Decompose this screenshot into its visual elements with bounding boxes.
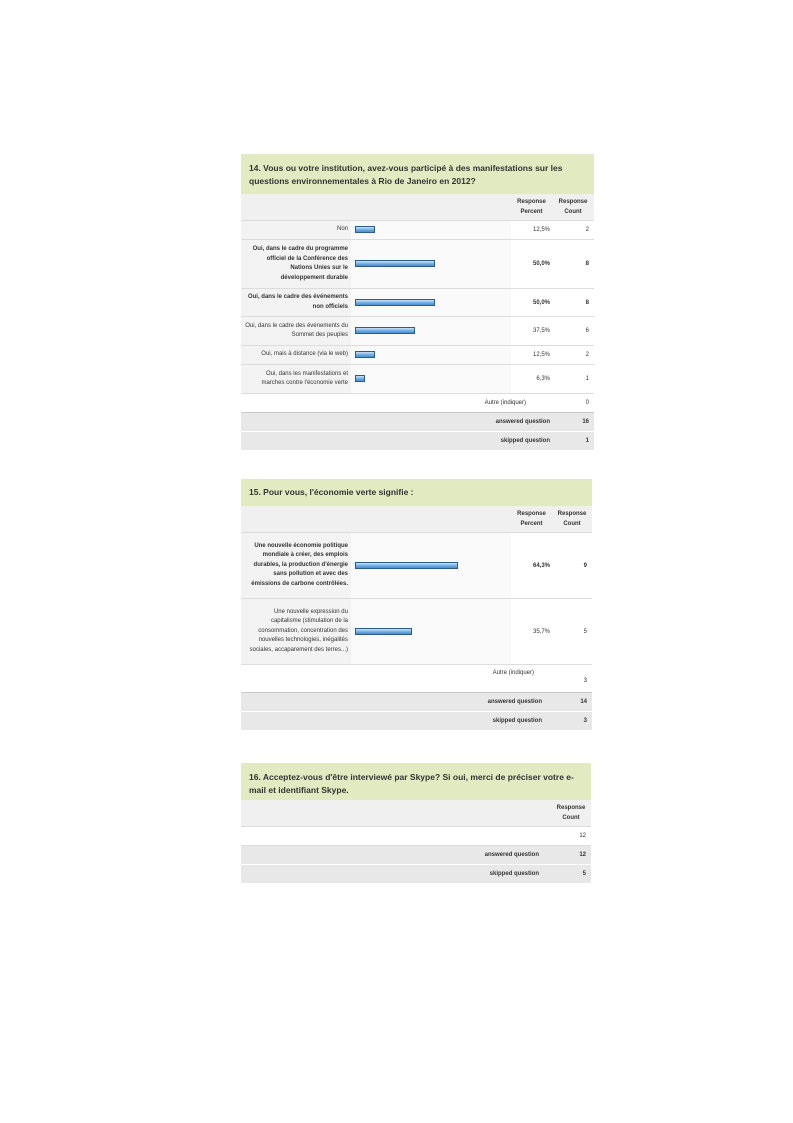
question-14-header bbox=[241, 194, 594, 221]
header-count: Response bbox=[557, 511, 587, 517]
answer-row bbox=[241, 240, 594, 289]
answer-label: Oui, dans le cadre du programme officiel de la Conférence des Nations Unies sur le développement durable bbox=[252, 246, 348, 281]
skipped-count: 1 bbox=[585, 438, 589, 444]
answer-bar bbox=[355, 375, 365, 382]
answer-percent: 50,0% bbox=[532, 299, 550, 306]
header-percent-2: Percent bbox=[520, 209, 543, 215]
answer-label: Oui, mais à distance (via le web) bbox=[261, 351, 348, 358]
answer-label: Oui, dans le cadre des événements du Sommet des peuples bbox=[245, 322, 348, 338]
skipped-count: 3 bbox=[583, 718, 587, 724]
question-16-title: 16. Acceptez-vous d'être interviewé par Skype? Si oui, merci de préciser votre e-mail et identifiant Skype. bbox=[241, 763, 591, 800]
header-count: Response bbox=[558, 199, 588, 205]
answer-count: 8 bbox=[585, 261, 589, 267]
header-count: Response bbox=[556, 805, 586, 811]
count-row bbox=[241, 827, 591, 846]
answer-row bbox=[241, 289, 594, 317]
answer-count: 6 bbox=[585, 328, 589, 334]
answered-label: answered question bbox=[484, 852, 539, 858]
header-count-2: Count bbox=[563, 521, 581, 527]
skipped-label: skipped question bbox=[489, 871, 539, 877]
answer-row bbox=[241, 599, 592, 665]
answer-bar bbox=[355, 299, 435, 306]
answer-percent: 64,3% bbox=[532, 562, 550, 569]
answer-row bbox=[241, 365, 594, 394]
answer-count: 8 bbox=[585, 299, 589, 306]
answer-percent: 12,5% bbox=[532, 227, 550, 233]
answer-count: 9 bbox=[583, 562, 587, 569]
answer-count: 5 bbox=[583, 628, 587, 635]
answer-percent: 6,3% bbox=[536, 376, 550, 382]
question-16 bbox=[241, 763, 591, 884]
answered-label: answered question bbox=[495, 419, 550, 425]
header-count-2: Count bbox=[562, 815, 580, 821]
skipped-count: 5 bbox=[582, 871, 586, 877]
header-percent-2: Percent bbox=[520, 521, 543, 527]
skipped-label: skipped question bbox=[500, 438, 550, 444]
question-14 bbox=[241, 154, 594, 451]
answer-bar bbox=[355, 260, 435, 267]
answer-bar bbox=[355, 628, 412, 635]
answer-percent: 37,5% bbox=[532, 328, 550, 334]
question-15-header bbox=[241, 506, 592, 533]
skipped-row bbox=[241, 712, 592, 731]
skipped-label: skipped question bbox=[492, 718, 542, 724]
answer-percent: 35,7% bbox=[532, 628, 550, 635]
answer-bar bbox=[355, 327, 415, 334]
other-label: Autre (indiquer) bbox=[492, 670, 534, 676]
answer-row bbox=[241, 221, 594, 240]
answered-row bbox=[241, 413, 594, 432]
answer-percent: 50,0% bbox=[532, 261, 550, 267]
other-count: 0 bbox=[585, 400, 589, 406]
other-row bbox=[241, 665, 592, 693]
header-percent: Response bbox=[517, 199, 546, 205]
other-row bbox=[241, 394, 594, 413]
question-15-title: 15. Pour vous, l'économie verte signifie : bbox=[241, 479, 592, 506]
answered-label: answered question bbox=[487, 699, 542, 705]
answer-row bbox=[241, 346, 594, 365]
question-14-title: 14. Vous ou votre institution, avez-vous participé à des manifestations sur les questions environnementales à Rio de Janeiro en 2012? bbox=[241, 154, 594, 194]
answer-row bbox=[241, 317, 594, 346]
answer-label: Non bbox=[336, 226, 348, 233]
skipped-row bbox=[241, 432, 594, 451]
answer-row bbox=[241, 533, 592, 599]
answer-bar bbox=[355, 226, 375, 233]
question-16-header bbox=[241, 800, 591, 827]
answered-row bbox=[241, 846, 591, 865]
answer-count: 1 bbox=[585, 376, 589, 382]
answer-count: 2 bbox=[585, 227, 589, 233]
answer-bar bbox=[355, 351, 375, 358]
answer-label: Une nouvelle économie politique mondiale à créer, des emplois durables, la production d'énergie sans pollution et avec des émissions de carbone contrôlées. bbox=[251, 542, 348, 587]
question-15 bbox=[241, 479, 592, 731]
other-label: Autre (indiquer) bbox=[484, 400, 526, 406]
answered-count: 14 bbox=[580, 699, 587, 705]
other-count: 3 bbox=[583, 678, 587, 684]
answered-count: 16 bbox=[582, 419, 589, 425]
response-count: 12 bbox=[579, 833, 586, 839]
answer-label: Une nouvelle expression du capitalisme (stimulation de la consommation, concentration des nouvelles technologies, inégalités sociales, accaparement des terres...) bbox=[249, 608, 348, 653]
answer-percent: 12,5% bbox=[532, 352, 550, 358]
header-percent: Response bbox=[517, 511, 546, 517]
header-count-2: Count bbox=[564, 209, 582, 215]
answered-row bbox=[241, 693, 592, 712]
answer-label: Oui, dans les manifestations et marches contre l'économie verte bbox=[261, 370, 348, 386]
answer-label: Oui, dans le cadre des événements non officiels bbox=[247, 294, 348, 310]
answered-count: 12 bbox=[579, 852, 586, 858]
skipped-row bbox=[241, 865, 591, 884]
answer-count: 2 bbox=[585, 352, 589, 358]
answer-bar bbox=[355, 562, 458, 569]
